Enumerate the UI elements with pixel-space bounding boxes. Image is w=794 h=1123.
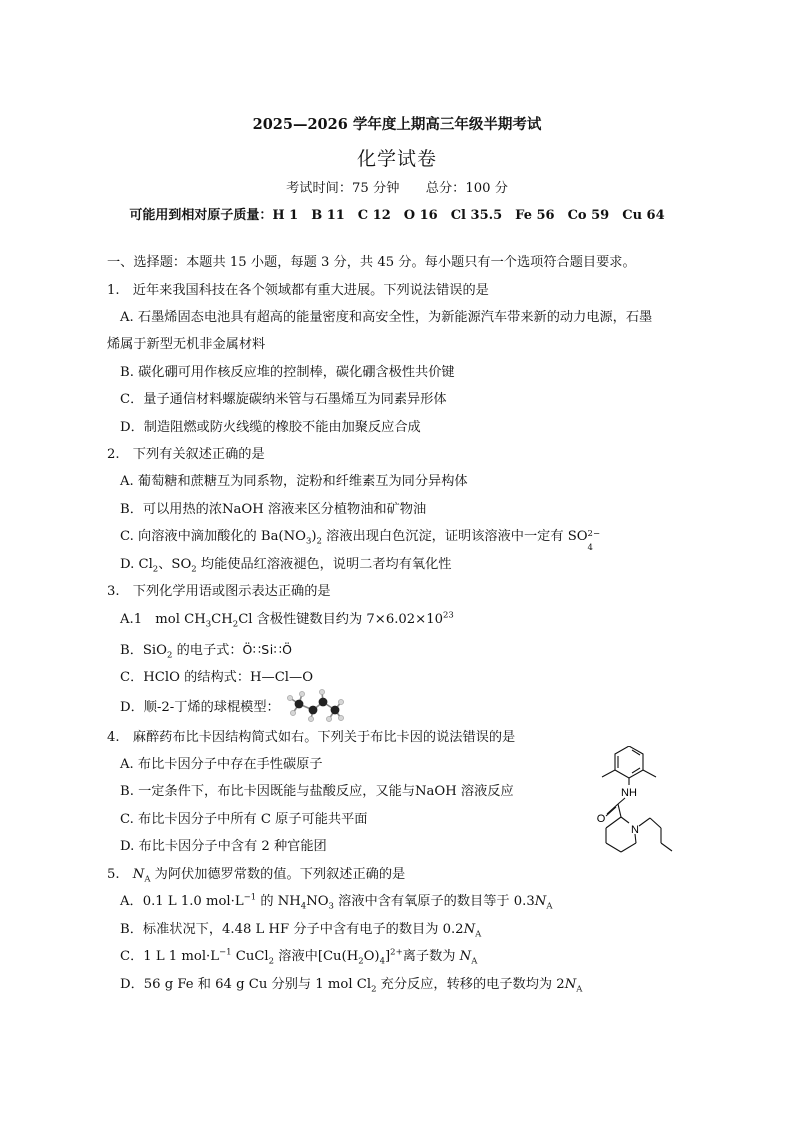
cis-2-butene-ball-stick-model [284,688,346,722]
q4-option-b: B. 一定条件下，布比卡因既能与盐酸反应，又能与NaOH 溶液反应 [120,784,514,799]
atomic-mass-info: 可能用到相对原子质量：H 1 B 11 C 12 O 16 Cl 35.5 Fe 56 Co 59 Cu 64 [129,208,665,223]
q1-option-a-line1: A. 石墨烯固态电池具有超高的能量密度和高安全性，为新能源汽车带来新的动力电源，石墨 [120,310,653,325]
q2-stem: 2. 下列有关叙述正确的是 [107,447,265,462]
q3-option-d: D．顺-2-丁烯的球棍模型： [120,700,280,715]
q4-stem: 4. 麻醉药布比卡因结构简式如右。下列关于布比卡因的说法错误的是 [107,730,516,745]
q4-option-c: C. 布比卡因分子中所有 C 原子可能共平面 [120,812,368,827]
q5-option-c: C．1 L 1 $mol\cdot L^{-1}$ CuCl$_2$ 溶液中$[Cu(H_2O)_4]^{2+}$离子数为 $N_A$ [120,947,478,967]
q3-option-a: A.1 mol $CH_3CH_2Cl$ 含极性键数目约为 $7\times 6.02\times 10^{23}$ [120,610,454,630]
subject-title: 化学试卷 [356,148,437,170]
q1-option-c: C．量子通信材料螺旋碳纳米管与石墨烯互为同素异形体 [120,392,447,407]
q2-option-d: D. $Cl_2$、$SO_2$ 均能使品红溶液褪色，说明二者均有氧化性 [120,557,452,575]
q4-option-a: A. 布比卡因分子中存在手性碳原子 [120,757,323,772]
bupivacaine-structure [580,746,690,864]
q1-option-a-line2: 烯属于新型无机非金属材料 [107,337,266,352]
q5-option-b: B．标准状况下，4.48 L HF 分子中含有电子的数目为 $0.2N_A$ [120,922,482,940]
label-o: O [596,813,606,825]
q5-option-a: A．0.1 L 1.0 $mol\cdot L^{-1}$ 的 $NH_4NO_3$ 溶液中含有氧原子的数目等于 $0.3N_A$ [120,892,553,912]
q2-option-c: C. 向溶液中滴加酸化的 $Ba(NO_3)_2$ 溶液出现白色沉淀，证明该溶液中一定有 SO 2− 4 [120,529,601,553]
q1-option-b: B. 碳化硼可用作核反应堆的控制棒，碳化硼含极性共价键 [120,365,455,380]
q5-option-d: D．56 g Fe 和 64 g Cu 分别与 1 mol $Cl_2$ 充分反应，转移的电子数均为 $2N_A$ [120,977,583,995]
sio2-electron-formula: Ö∷Si∷Ö [242,642,293,657]
q3-option-b: B．SiO$_2$ 的电子式：Ö∷Si∷Ö [120,642,293,661]
q3-option-c: C．HClO 的结构式：H—Cl—O [120,670,314,685]
q3-stem: 3. 下列化学用语或图示表达正确的是 [107,584,331,599]
label-nh: NH [621,787,637,799]
label-n: N [631,824,639,836]
time-total-info: 考试时间：75 分钟 总分：100 分 [286,181,508,196]
exam-title: 2025—2026 学年度上期高三年级半期考试 [252,116,542,133]
q5-stem: 5. $N_A$ 为阿伏加德罗常数的值。下列叙述正确的是 [107,867,406,885]
q4-option-d: D. 布比卡因分子中含有 2 种官能团 [120,839,327,854]
q1-stem: 1. 近年来我国科技在各个领域都有重大进展。下列说法错误的是 [107,283,489,298]
q2-option-b: B．可以用热的浓NaOH 溶液来区分植物油和矿物油 [120,502,427,517]
q2-option-a: A. 葡萄糖和蔗糖互为同系物，淀粉和纤维素互为同分异构体 [120,474,468,489]
q1-option-d: D．制造阻燃或防火线缆的橡胶不能由加聚反应合成 [120,420,421,435]
section-heading: 一、选择题：本题共 15 小题，每题 3 分，共 45 分。每小题只有一个选项符合题目要求。 [107,255,636,270]
